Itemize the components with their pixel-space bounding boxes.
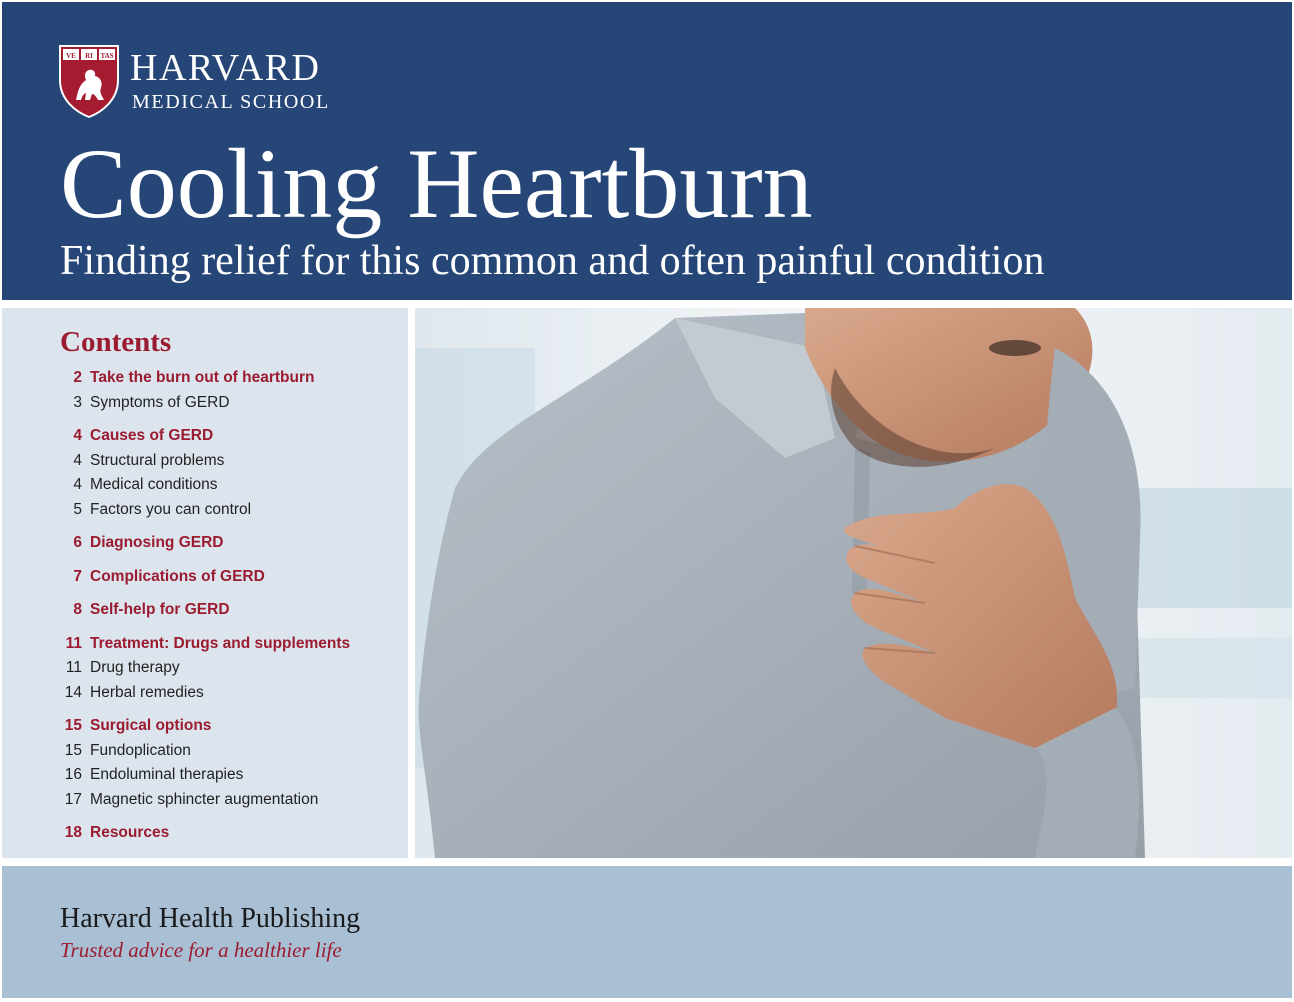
toc-page-number: 4 [73,476,82,493]
toc-label: Causes of GERD [90,427,214,444]
toc-page-number: 11 [65,634,82,652]
toc-page-number: 15 [64,717,82,734]
toc-label: Endoluminal therapies [90,766,244,783]
toc-label: Diagnosing GERD [90,534,224,551]
toc-page-number: 16 [64,766,82,783]
toc-label: Treatment: Drugs and supplements [90,634,351,652]
toc-label: Factors you can control [90,500,252,518]
toc-label: Complications of GERD [90,567,265,585]
toc-page-number: 17 [64,790,82,808]
toc-page-number: 18 [64,824,82,841]
table-of-contents [58,366,398,846]
contents-heading: Contents [60,326,172,358]
contents-panel [2,308,408,858]
publisher-tagline: Trusted advice for a healthier life [60,938,342,962]
toc-page-number: 14 [64,683,82,701]
toc-subsection [58,763,398,788]
logo-medical-school-wordmark: MEDICAL SCHOOL [132,91,330,113]
toc-page-number: 8 [73,601,82,618]
toc-section [58,424,398,449]
toc-section [58,714,398,739]
cover-page [2,2,1292,998]
logo-harvard-wordmark: HARVARD [130,47,321,89]
toc-label: Magnetic sphincter augmentation [90,790,319,808]
shield-letter-ve: VE [66,52,76,60]
toc-label: Structural problems [90,451,225,469]
toc-page-number: 2 [73,369,82,386]
toc-label: Herbal remedies [90,683,204,701]
page-subtitle: Finding relief for this common and often painful condition [60,238,1045,284]
toc-subsection [58,656,398,681]
publisher-name: Harvard Health Publishing [60,903,361,934]
page-title: Cooling Heartburn [60,128,813,239]
toc-subsection [58,788,398,813]
toc-label: Surgical options [90,717,212,734]
toc-section [58,531,398,556]
toc-page-number: 5 [73,500,82,518]
toc-section [58,598,398,623]
toc-label: Medical conditions [90,476,218,493]
toc-subsection [58,473,398,498]
toc-page-number: 6 [73,534,82,551]
toc-section [58,632,398,657]
shield-letter-tas: TAS [100,52,114,60]
toc-label: Resources [90,824,170,841]
header-banner [2,2,1292,300]
toc-label: Take the burn out of heartburn [90,369,315,386]
toc-section [58,366,398,391]
toc-page-number: 15 [64,741,82,759]
toc-label: Fundoplication [90,741,191,759]
footer-band [2,866,1292,998]
toc-subsection [58,681,398,706]
toc-page-number: 7 [73,567,82,585]
toc-subsection [58,391,398,416]
toc-page-number: 4 [73,451,82,469]
toc-section [58,565,398,590]
toc-label: Symptoms of GERD [90,393,230,411]
harvard-medical-school-logo [58,44,358,124]
toc-page-number: 3 [73,393,82,411]
toc-subsection [58,739,398,764]
toc-subsection [58,449,398,474]
toc-section [58,821,398,846]
toc-page-number: 4 [73,427,82,444]
harvard-shield-icon [58,44,120,118]
toc-label: Self-help for GERD [90,601,230,618]
man-holding-chest-photo [415,308,1292,858]
toc-subsection [58,498,398,523]
toc-label: Drug therapy [90,659,180,676]
cover-photo [415,308,1292,858]
toc-page-number: 11 [65,659,82,676]
shield-letter-ri: RI [85,52,93,60]
